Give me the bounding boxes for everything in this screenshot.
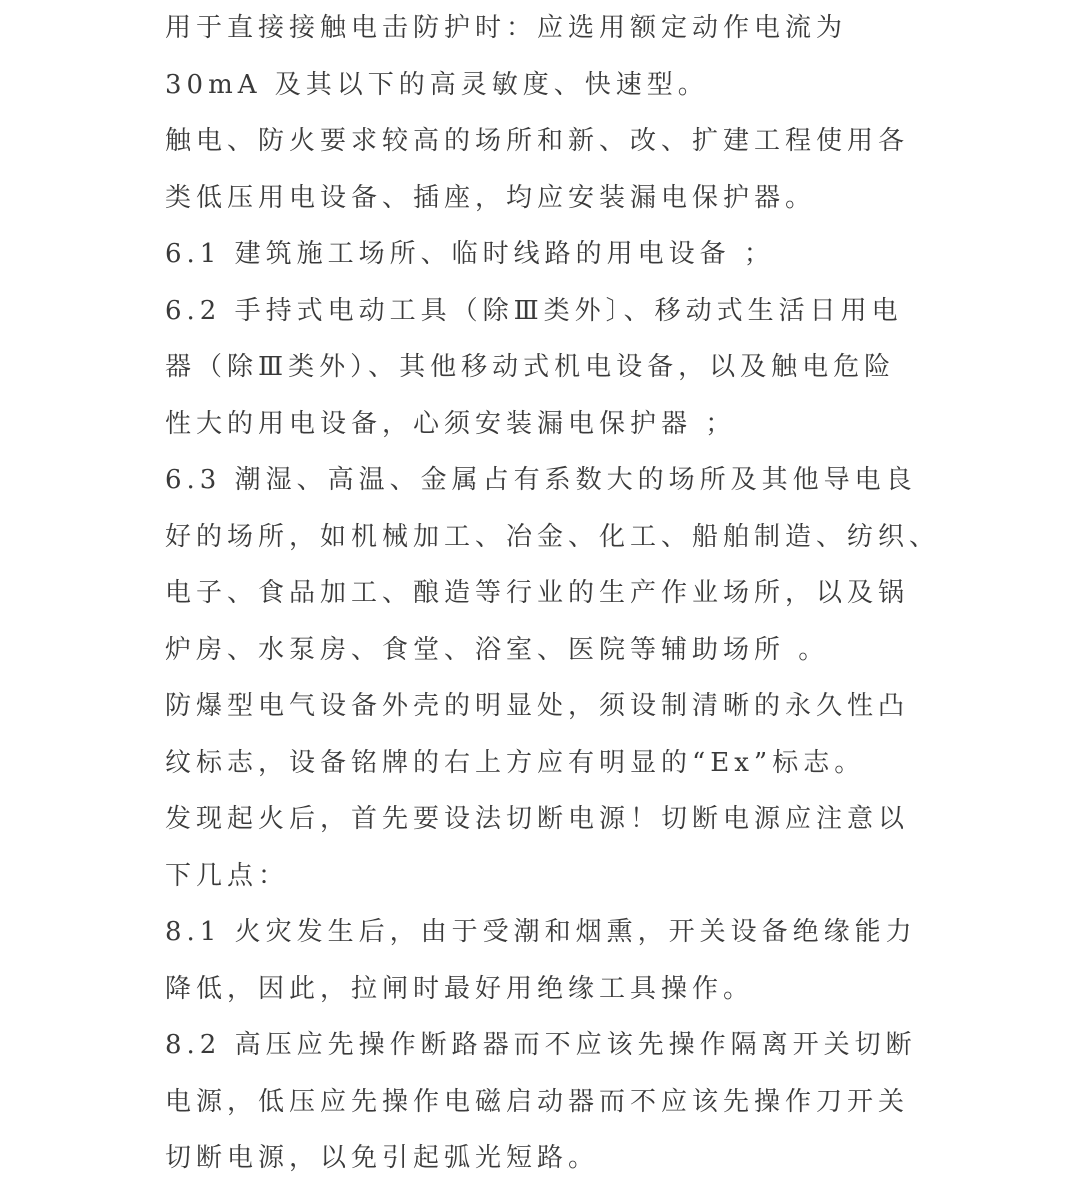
text-line: 电子、食品加工、酿造等行业的生产作业场所，以及锅 — [165, 578, 910, 608]
text-line: 6.3 潮湿、高温、金属占有系数大的场所及其他导电良 — [165, 465, 917, 495]
text-line: 30mA 及其以下的高灵敏度、快速型。 — [165, 70, 709, 100]
text-line: 性大的用电设备，心须安装漏电保护器 ； — [165, 409, 737, 439]
text-line: 类低压用电设备、插座，均应安装漏电保护器。 — [165, 183, 817, 213]
text-line: 器（除Ⅲ类外）、其他移动式机电设备，以及触电危险 — [165, 352, 896, 382]
text-line: 6.2 手持式电动工具（除Ⅲ类外〕、移动式生活日用电 — [165, 296, 903, 326]
text-line: 炉房、水泵房、食堂、浴室、医院等辅助场所 。 — [165, 635, 830, 665]
text-line: 切断电源，以免引起弧光短路。 — [165, 1143, 600, 1173]
text-line: 6.1 建筑施工场所、临时线路的用电设备 ； — [165, 239, 775, 269]
text-line: 8.1 火灾发生后，由于受潮和烟熏，开关设备绝缘能力 — [165, 917, 917, 947]
text-line: 发现起火后，首先要设法切断电源！切断电源应注意以 — [165, 804, 910, 834]
text-line: 防爆型电气设备外壳的明显处，须设制清晰的永久性凸 — [165, 691, 910, 721]
text-line: 下几点： — [165, 861, 290, 891]
text-line: 8.2 高压应先操作断路器而不应该先操作隔离开关切断 — [165, 1030, 917, 1060]
text-line: 电源，低压应先操作电磁启动器而不应该先操作刀开关 — [165, 1087, 910, 1117]
text-line: 降低，因此，拉闸时最好用绝缘工具操作。 — [165, 974, 755, 1004]
text-line: 用于直接接触电击防护时：应选用额定动作电流为 — [165, 13, 848, 43]
text-line: 好的场所，如机械加工、冶金、化工、船舶制造、纺织、 — [165, 522, 941, 552]
text-line: 触电、防火要求较高的场所和新、改、扩建工程使用各 — [165, 126, 910, 156]
text-line: 纹标志，设备铭牌的右上方应有明显的“Ex”标志。 — [165, 748, 866, 778]
